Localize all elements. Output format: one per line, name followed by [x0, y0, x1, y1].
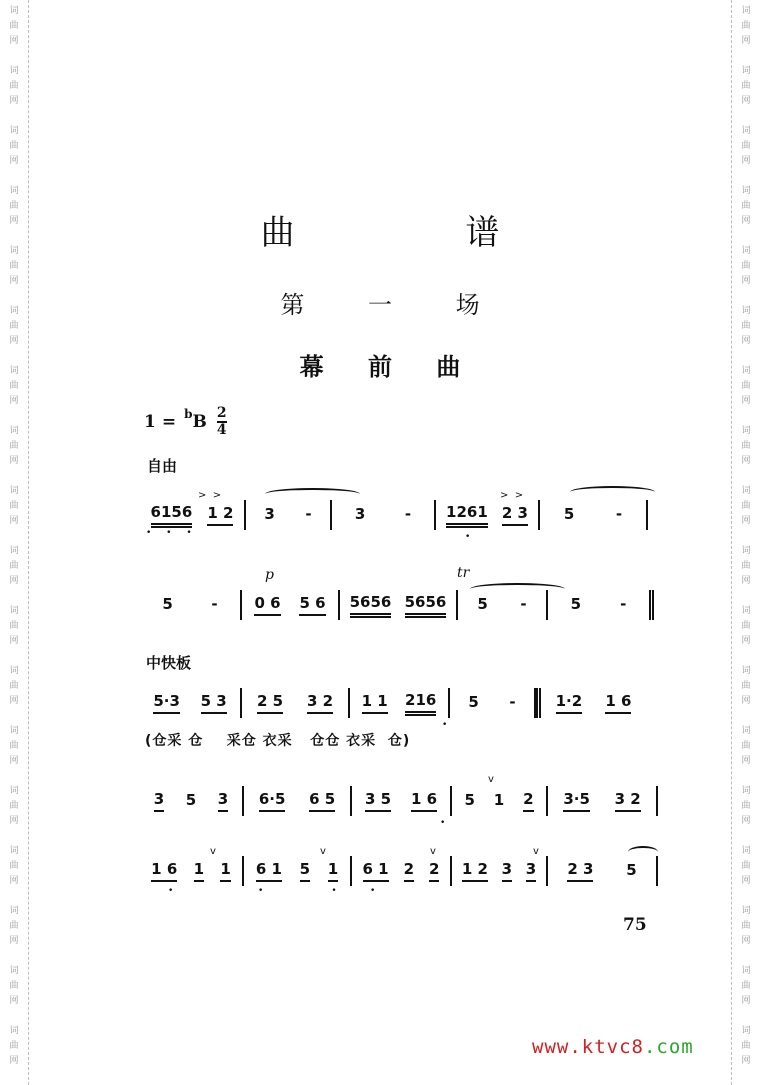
key-signature — [144, 406, 227, 438]
note: 3 — [354, 505, 366, 523]
dynamic-piano: p — [265, 567, 274, 583]
dash: - — [620, 595, 627, 613]
percussion-syllables: (仓采 仓 采仓 衣采 仓仓 衣采 仓) — [145, 733, 411, 749]
note-group: 5·3 — [153, 692, 180, 714]
measure — [452, 856, 548, 886]
flat-sign: b — [184, 407, 193, 421]
watermark-block: 词 曲 网 — [9, 366, 19, 406]
measure — [246, 500, 332, 530]
note-group: 1 6 — [411, 790, 437, 812]
note: 2 — [404, 860, 414, 882]
note-group: 5 6 — [299, 594, 325, 616]
score-line-3 — [140, 688, 670, 718]
watermark-block: 词 曲 网 — [9, 246, 19, 286]
watermark-block: 词 曲 网 — [741, 546, 751, 586]
note-group: 216 — [405, 691, 436, 716]
note: 5 — [464, 791, 475, 809]
dash: - — [305, 505, 312, 523]
watermark-block: 词 曲 网 — [741, 306, 751, 346]
breath-mark: v — [533, 846, 539, 857]
watermark-block: 词 曲 网 — [9, 786, 19, 826]
measure — [452, 786, 548, 816]
dash: - — [520, 595, 527, 613]
right-watermark-strip — [731, 0, 760, 1085]
octave-dots: • • • — [146, 528, 198, 538]
key-note: B — [192, 412, 207, 432]
watermark-block: 词 曲 网 — [9, 426, 19, 466]
note: 3 — [154, 790, 164, 812]
octave-dot: • — [442, 720, 454, 730]
note-group: 3 2 — [615, 790, 641, 812]
measure — [242, 590, 340, 620]
note-group: 6 1 — [256, 860, 282, 882]
note: 5 — [477, 595, 488, 613]
note-group: 0 6 — [254, 594, 280, 616]
note-group: 1 2 — [207, 504, 233, 526]
note-group: 6 5 — [309, 790, 335, 812]
note-group: 1·2 — [556, 692, 583, 714]
slur-mark — [570, 486, 655, 498]
measure — [140, 786, 244, 816]
watermark-block: 词 曲 网 — [741, 966, 751, 1006]
note: 3 — [502, 860, 512, 882]
watermark-block: 词 曲 网 — [9, 726, 19, 766]
measure — [140, 590, 242, 620]
measure — [140, 500, 246, 530]
key-degree: 1 — [144, 412, 156, 432]
tempo-marking-medium-fast: 中快板 — [146, 654, 192, 672]
measure — [140, 856, 244, 886]
accent-mark: > > — [500, 490, 524, 501]
accent-mark: > > — [198, 490, 222, 501]
piece-title: 幕 前 曲 — [299, 353, 479, 381]
measure — [340, 590, 458, 620]
watermark-block: 词 曲 网 — [741, 846, 751, 886]
dash: - — [211, 595, 218, 613]
measure — [536, 688, 646, 718]
time-signature-bottom: 4 — [216, 422, 227, 438]
measure — [352, 786, 452, 816]
note: 3 — [264, 505, 275, 523]
dash: - — [404, 505, 412, 523]
note: 5 — [570, 595, 582, 613]
score-line-2 — [140, 590, 670, 620]
note: 3 — [218, 790, 228, 812]
note: 5 — [185, 791, 197, 809]
note: 5 — [468, 693, 479, 711]
note-group: 1 2 — [462, 860, 488, 882]
note-group: 5656 — [350, 593, 392, 618]
breath-mark: v — [320, 846, 326, 857]
note-group: 1 6 — [151, 860, 177, 882]
measure — [350, 688, 450, 718]
note-group: 2 3 — [502, 504, 528, 526]
watermark-block: 词 曲 网 — [741, 6, 751, 46]
watermark-block: 词 曲 网 — [9, 126, 19, 166]
note: 3 — [526, 860, 536, 882]
watermark-block: 词 曲 网 — [9, 66, 19, 106]
octave-dot: • — [168, 886, 180, 896]
measure — [548, 856, 658, 886]
note-group: 3·5 — [563, 790, 590, 812]
slur-mark — [265, 488, 360, 500]
time-signature-top: 2 — [216, 405, 227, 421]
watermark-block: 词 曲 网 — [9, 6, 19, 46]
score-line-5 — [140, 856, 670, 886]
measure — [352, 856, 452, 886]
measure — [436, 500, 540, 530]
watermark-block: 词 曲 网 — [741, 666, 751, 706]
breath-mark: v — [210, 846, 216, 857]
measure — [140, 688, 242, 718]
octave-dots: • • — [258, 886, 343, 896]
tempo-marking-free: 自由 — [147, 457, 178, 475]
watermark-block: 词 曲 网 — [9, 186, 19, 226]
page-number: 75 — [623, 915, 647, 935]
note-group: 2 5 — [257, 692, 283, 714]
breath-mark: v — [430, 846, 436, 857]
measure — [458, 590, 548, 620]
watermark-block: 词 曲 网 — [741, 606, 751, 646]
octave-dot: • — [440, 818, 452, 828]
note-group: 1261 — [446, 503, 488, 528]
watermark-block: 词 曲 网 — [741, 906, 751, 946]
score-title: 曲 谱 — [260, 213, 580, 253]
watermark-block: 词 曲 网 — [741, 366, 751, 406]
octave-dot: • — [465, 532, 477, 542]
watermark-block: 词 曲 网 — [9, 846, 19, 886]
measure — [548, 786, 658, 816]
note: 5 — [162, 595, 173, 613]
note: 2 — [429, 860, 439, 882]
watermark-block: 词 曲 网 — [9, 486, 19, 526]
watermark-block: 词 曲 网 — [741, 726, 751, 766]
note-group: 1 6 — [605, 692, 631, 714]
watermark-block: 词 曲 网 — [9, 1026, 19, 1066]
octave-dot: • — [370, 886, 382, 896]
watermark-block: 词 曲 网 — [741, 426, 751, 466]
left-watermark-strip — [0, 0, 29, 1085]
note-group: 6156 — [151, 503, 193, 528]
watermark-block: 词 曲 网 — [741, 786, 751, 826]
watermark-block: 词 曲 网 — [9, 666, 19, 706]
watermark-block: 词 曲 网 — [9, 306, 19, 346]
note: 1 — [220, 860, 230, 882]
watermark-block: 词 曲 网 — [9, 966, 19, 1006]
note: 1 — [194, 860, 204, 882]
note-group: 3 5 — [365, 790, 391, 812]
watermark-block: 词 曲 网 — [741, 126, 751, 166]
measure — [450, 688, 536, 718]
note: 2 — [523, 790, 533, 812]
watermark-block: 词 曲 网 — [9, 906, 19, 946]
note-group: 5656 — [405, 593, 447, 618]
watermark-block: 词 曲 网 — [9, 546, 19, 586]
note: 5 — [626, 861, 637, 879]
note-group: 6·5 — [259, 790, 286, 812]
watermark-block: 词 曲 网 — [741, 246, 751, 286]
note-group: 3 2 — [307, 692, 333, 714]
watermark-block: 词 曲 网 — [741, 66, 751, 106]
breath-mark: v — [488, 774, 494, 785]
watermark-block: 词 曲 网 — [9, 606, 19, 646]
note: 5 — [300, 860, 310, 882]
site-watermark: www.ktvc8.com — [532, 1036, 694, 1058]
time-signature — [217, 406, 227, 438]
measure — [540, 500, 648, 530]
measure — [548, 590, 654, 620]
note: 1 — [493, 791, 505, 809]
score-line-1 — [140, 500, 670, 530]
note-group: 1 1 — [362, 692, 388, 714]
dash: - — [615, 505, 623, 523]
note: 1 — [328, 860, 338, 882]
note: 5 — [563, 505, 575, 523]
measure — [332, 500, 436, 530]
watermark-block: 词 曲 网 — [741, 1026, 751, 1066]
key-equals: = — [161, 412, 177, 432]
watermark-block: 词 曲 网 — [741, 186, 751, 226]
score-line-4 — [140, 786, 670, 816]
trill-mark: tr — [457, 565, 470, 581]
note-group: 2 3 — [567, 860, 593, 882]
dash: - — [509, 693, 516, 711]
measure — [244, 856, 352, 886]
watermark-block: 词 曲 网 — [741, 486, 751, 526]
note-group: 5 3 — [201, 692, 227, 714]
scene-heading: 第 一 场 — [280, 291, 508, 319]
measure — [242, 688, 350, 718]
note-group: 6 1 — [363, 860, 389, 882]
measure — [244, 786, 352, 816]
